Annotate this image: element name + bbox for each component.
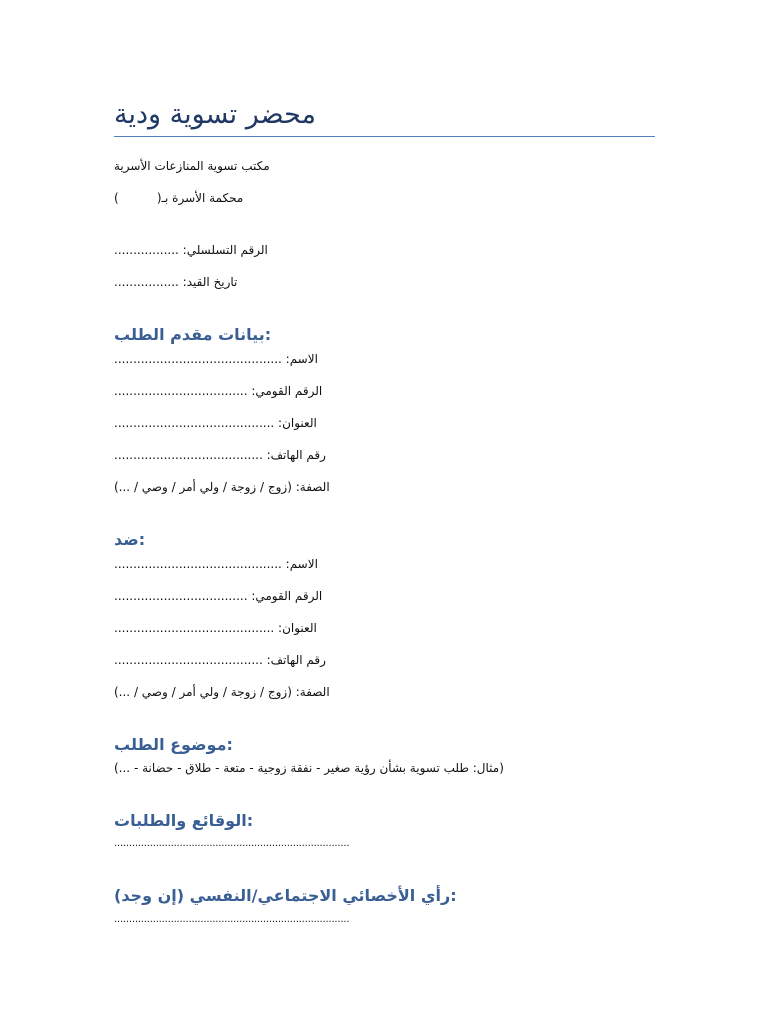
applicant-address-field: العنوان: .......................................... xyxy=(114,416,317,430)
facts-dotted-line: ............................................................................... xyxy=(114,838,350,849)
document-title: محضر تسوية ودية xyxy=(114,99,316,130)
respondent-national-id-field: الرقم القومي: ................................... xyxy=(114,589,323,603)
applicant-capacity-field: الصفة: (زوج / زوجة / ولي أمر / وصي / ...) xyxy=(114,480,330,494)
office-name: مكتب تسوية المنازعات الأسرية xyxy=(114,159,270,173)
respondent-address-field: العنوان: .......................................... xyxy=(114,621,317,635)
subject-example-text: (مثال: طلب تسوية بشأن رؤية صغير - نفقة زوجية - متعة - طلاق - حضانة - ...) xyxy=(114,761,504,775)
opinion-dotted-line: ............................................................................... xyxy=(114,914,350,925)
applicant-phone-field: رقم الهاتف: ....................................... xyxy=(114,448,326,462)
applicant-heading: بيانات مقدم الطلب: xyxy=(114,325,272,344)
respondent-heading: ضد: xyxy=(114,530,146,549)
document-page xyxy=(114,0,655,1024)
respondent-phone-field: رقم الهاتف: ....................................... xyxy=(114,653,326,667)
respondent-name-field: الاسم: ............................................ xyxy=(114,557,318,571)
facts-heading: الوقائع والطلبات: xyxy=(114,811,254,830)
subject-heading: موضوع الطلب: xyxy=(114,735,233,754)
title-divider xyxy=(114,136,655,137)
applicant-name-field: الاسم: ............................................ xyxy=(114,352,318,366)
applicant-national-id-field: الرقم القومي: ................................... xyxy=(114,384,323,398)
court-name: محكمة الأسرة بـ( ) xyxy=(114,191,244,205)
respondent-capacity-field: الصفة: (زوج / زوجة / ولي أمر / وصي / ...) xyxy=(114,685,330,699)
registration-date-field: تاريخ القيد: ................. xyxy=(114,275,238,289)
specialist-opinion-heading: رأي الأخصائي الاجتماعي/النفسي (إن وجد): xyxy=(114,886,457,905)
serial-number-field: الرقم التسلسلي: ................. xyxy=(114,243,268,257)
